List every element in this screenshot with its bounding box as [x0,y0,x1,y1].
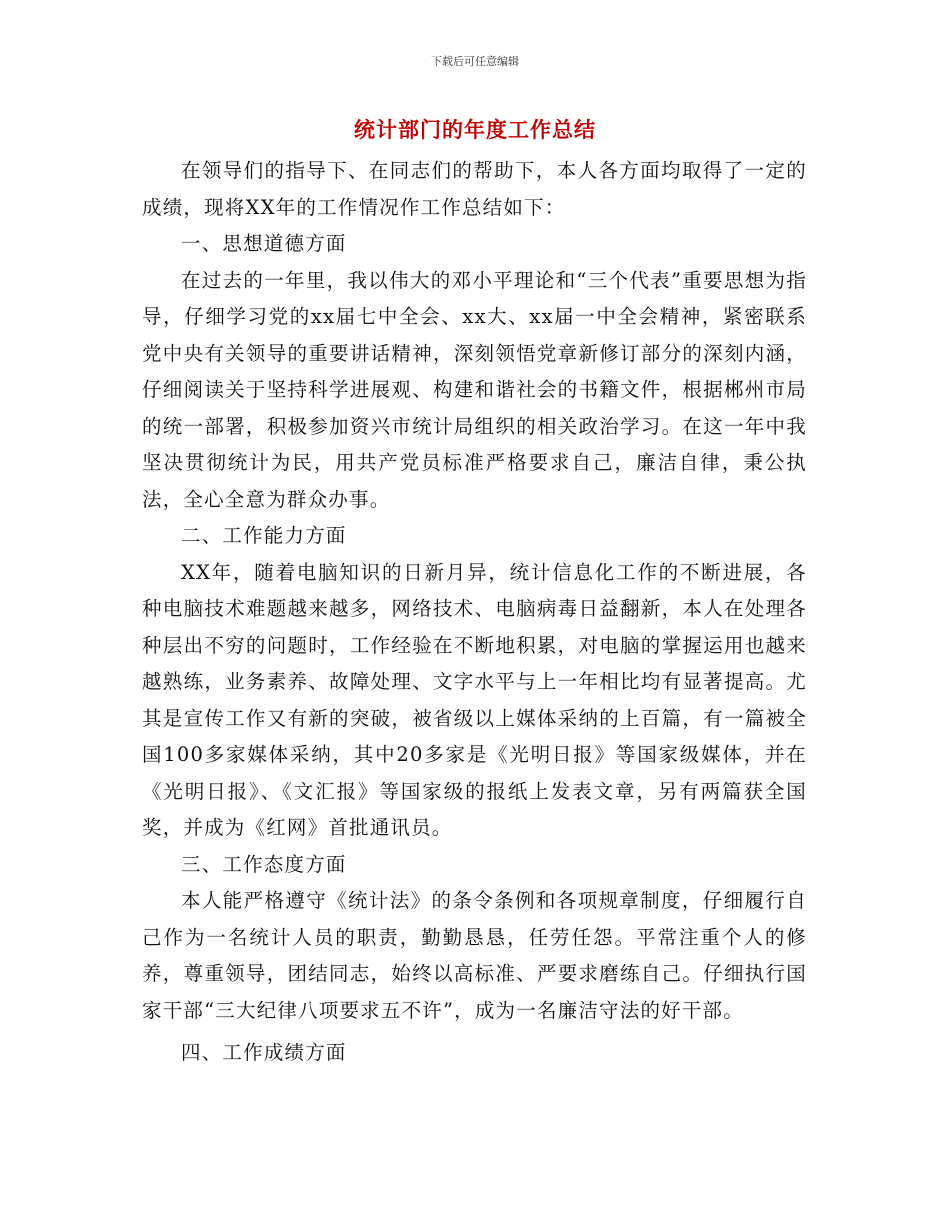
section-heading-4: 四、工作成绩方面 [181,1041,347,1064]
section-heading-1: 一、思想道德方面 [181,232,347,255]
section-paragraph-1: 在过去的一年里，我以伟大的邓小平理论和“三个代表”重要思想为指导，仔细学习党的xx届七中全会、xx大、xx届一中全会精神，紧密联系党中央有关领导的重要讲话精神，深刻领悟党章新修订部分的深刻内涵，仔细阅读关于坚持科学进展观、构建和谐社会的书籍文件，根据郴州市局的统一部署，积极参加资兴市统计局组织的相关政治学习。在这一年中我坚决贯彻统计为民，用共产党员标准严格要求自己，廉洁自律，秉公执法，全心全意为群众办事。 [142,268,807,511]
section-paragraph-3: 本人能严格遵守《统计法》的条令条例和各项规章制度，仔细履行自己作为一名统计人员的职责，勤勤恳恳，任劳任怨。平常注重个人的修养，尊重领导，团结同志，始终以高标准、严要求磨练自己。仔细执行国家干部“三大纪律八项要求五不许”，成为一名廉洁守法的好干部。 [142,889,807,1022]
document-body [142,153,807,1072]
section-paragraph-2: XX年，随着电脑知识的日新月异，统计信息化工作的不断进展，各种电脑技术难题越来越多，网络技术、电脑病毒日益翻新，本人在处理各种层出不穷的问题时，工作经验在不断地积累，对电脑的掌握运用也越来越熟练，业务素养、故障处理、文字水平与上一年相比均有显著提高。尤其是宣传工作又有新的突破，被省级以上媒体采纳的上百篇，有一篇被全国100多家媒体采纳，其中20多家是《光明日报》等国家级媒体，并在《光明日报》、《文汇报》等国家级的报纸上发表文章，另有两篇获全国奖，并成为《红网》首批通讯员。 [142,560,807,839]
intro-paragraph: 在领导们的指导下、在同志们的帮助下，本人各方面均取得了一定的成绩，现将XX年的工作情况作工作总结如下： [142,159,807,219]
document-title: 统计部门的年度工作总结 [354,118,596,142]
section-heading-2: 二、工作能力方面 [181,524,347,547]
section-heading-3: 三、工作态度方面 [181,852,347,876]
header-note: 下载后可任意编辑 [431,55,519,68]
